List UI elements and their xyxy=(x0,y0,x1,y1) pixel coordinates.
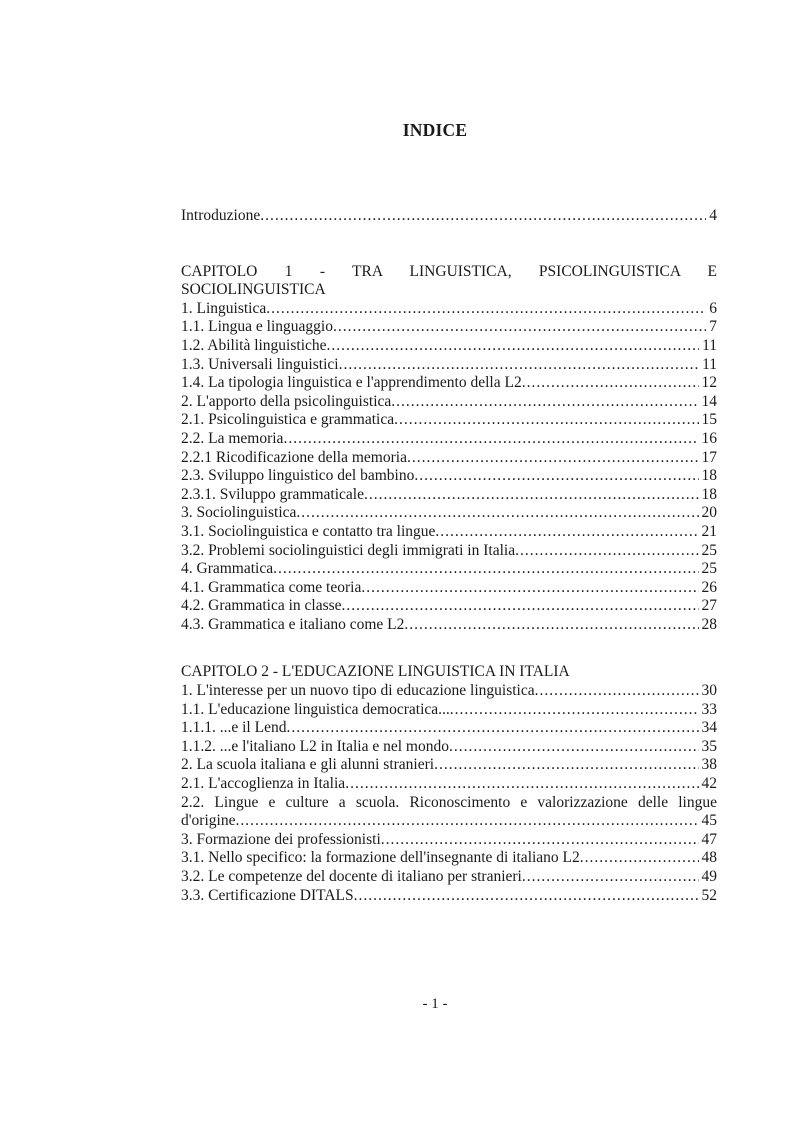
toc-entry-page: 21 xyxy=(701,522,717,540)
toc-entry-title: 1.1.2. ...e l'italiano L2 in Italia e nel mondo xyxy=(181,737,449,755)
dot-leader xyxy=(327,337,700,356)
toc-entry-page: 27 xyxy=(701,597,717,615)
toc-entry-title: 4.1. Grammatica come teoria xyxy=(181,578,362,596)
toc-entry-page: 48 xyxy=(701,849,717,867)
toc-entry-page: 18 xyxy=(701,485,717,503)
dot-leader xyxy=(283,430,698,449)
toc-entry-page: 4 xyxy=(709,207,717,224)
toc-entry-page: 16 xyxy=(701,429,717,447)
toc-entry-page: 28 xyxy=(701,615,717,633)
chapter-heading-line: SOCIOLINGUISTICA xyxy=(181,281,326,299)
toc-entry-page: 11 xyxy=(702,355,717,373)
dot-leader xyxy=(235,812,698,831)
toc-entry-title: 1. L'interesse per un nuovo tipo di educazione linguistica xyxy=(181,682,535,700)
toc-entry-page: 33 xyxy=(701,700,717,718)
toc-entry xyxy=(181,374,717,393)
toc-entry-page: 30 xyxy=(701,682,717,700)
toc-entry xyxy=(181,467,717,486)
toc-entry-title: 2. La scuola italiana e gli alunni stranieri xyxy=(181,756,435,774)
toc-entry xyxy=(181,775,717,794)
toc-entry-title: 3. Formazione dei professionisti xyxy=(181,830,381,848)
toc-section xyxy=(181,263,717,635)
toc-entry-title: d'origine xyxy=(181,812,236,830)
toc-entry-page: 17 xyxy=(701,448,717,466)
dot-leader xyxy=(354,887,699,906)
toc-entry xyxy=(181,597,717,616)
dot-leader xyxy=(296,504,698,523)
toc-entry-title: 2.1. Psicolinguistica e grammatica xyxy=(181,411,395,429)
toc-entry-title: 1.1. L'educazione linguistica democratica... xyxy=(181,700,450,718)
toc-entry xyxy=(181,337,717,356)
toc-entry xyxy=(181,356,717,375)
toc-entry xyxy=(181,393,717,412)
toc-entry xyxy=(181,523,717,542)
toc-entry-page: 49 xyxy=(701,868,717,885)
dot-leader xyxy=(342,597,699,616)
toc-entry-title: 2.2.1 Ricodificazione della memoria xyxy=(181,448,407,466)
toc-entry-page: 42 xyxy=(701,775,717,793)
toc-entry-title: 3. Sociolinguistica xyxy=(181,504,297,522)
toc-entry-page: 15 xyxy=(701,411,717,429)
toc-entry-page: 34 xyxy=(701,719,717,737)
toc-entry xyxy=(181,449,717,468)
toc-entry xyxy=(181,207,717,226)
dot-leader xyxy=(522,868,699,887)
toc-entry xyxy=(181,887,717,906)
dot-leader xyxy=(266,300,706,319)
dot-leader xyxy=(333,318,706,337)
toc-entry-title: 2.3. Sviluppo linguistico del bambino xyxy=(181,467,415,485)
toc-entry xyxy=(181,868,717,887)
dot-leader xyxy=(381,831,699,850)
chapter-heading-line: CAPITOLO 2 - L'EDUCAZIONE LINGUISTICA IN ITALIA xyxy=(181,663,570,681)
dot-leader xyxy=(515,542,698,561)
toc-entry xyxy=(181,579,717,598)
dot-leader xyxy=(339,356,699,375)
dot-leader xyxy=(407,449,699,468)
dot-leader xyxy=(364,486,699,505)
dot-leader xyxy=(361,579,698,598)
dot-leader xyxy=(273,560,698,579)
toc-entry xyxy=(181,849,717,868)
toc-content xyxy=(181,207,717,905)
dot-leader xyxy=(449,738,699,757)
dot-leader xyxy=(522,374,699,393)
toc-entry-page: 47 xyxy=(701,830,717,848)
toc-entry-title: 3.1. Nello specifico: la formazione dell'insegnante di italiano L2 xyxy=(181,849,580,867)
toc-entry-title: 1.4. La tipologia linguistica e l'apprendimento della L2 xyxy=(181,374,522,392)
toc-entry xyxy=(181,831,717,850)
dot-leader xyxy=(260,207,706,226)
toc-entry xyxy=(181,738,717,757)
toc-entry-title: 1. Linguistica xyxy=(181,299,267,317)
dot-leader xyxy=(394,411,698,430)
toc-entry xyxy=(181,318,717,337)
toc-entry-title: 2. L'apporto della psicolinguistica xyxy=(181,392,392,410)
toc-entry xyxy=(181,300,717,319)
toc-entry-page: 52 xyxy=(701,886,717,904)
toc-entry-title: 1.2. Abilità linguistiche xyxy=(181,336,327,354)
toc-entry-title: 3.1. Sociolinguistica e contatto tra lingue xyxy=(181,522,436,540)
dot-leader xyxy=(580,849,699,868)
toc-entry-page: 14 xyxy=(701,392,717,410)
toc-entry-page: 7 xyxy=(709,318,717,336)
toc-entry-title: 3.2. Problemi sociolinguistici degli immigrati in Italia xyxy=(181,541,516,559)
toc-entry-page: 12 xyxy=(701,374,717,392)
toc-entry xyxy=(181,682,717,701)
dot-leader xyxy=(345,775,698,794)
toc-entry-page: 25 xyxy=(701,541,717,559)
toc-entry-title: 2.2. La memoria xyxy=(181,429,284,447)
toc-entry-page: 45 xyxy=(701,812,717,830)
toc-entry-title: 4. Grammatica xyxy=(181,560,274,578)
toc-entry-page: 20 xyxy=(701,504,717,522)
toc-entry-page: 26 xyxy=(701,578,717,596)
toc-entry-title: Introduzione xyxy=(181,207,261,224)
dot-leader xyxy=(435,523,698,542)
toc-entry-title: 1.1.1. ...e il Lend xyxy=(181,719,287,737)
toc-entry-title: 2.3.1. Sviluppo grammaticale xyxy=(181,485,364,503)
toc-entry-page: 35 xyxy=(701,737,717,755)
chapter-heading-line: CAPITOLO 1 - TRA LINGUISTICA, PSICOLINGUISTICA E xyxy=(181,262,717,280)
toc-entry xyxy=(181,560,717,579)
toc-entry-title: 1.1. Lingua e linguaggio xyxy=(181,318,333,336)
toc-entry-title: 4.3. Grammatica e italiano come L2 xyxy=(181,615,405,633)
toc-sections xyxy=(181,263,717,906)
dot-leader xyxy=(434,756,698,775)
toc-entry xyxy=(181,701,717,720)
dot-leader xyxy=(414,467,698,486)
toc-entry xyxy=(181,616,717,635)
toc-entry xyxy=(181,504,717,523)
toc-entry-page: 25 xyxy=(701,560,717,578)
toc-entry xyxy=(181,542,717,561)
toc-entry-title-wrap: 2.2. Lingue e culture a scuola. Riconoscimento e valorizzazione delle lingue xyxy=(181,793,717,811)
toc-entry xyxy=(181,430,717,449)
toc-section xyxy=(181,663,717,905)
page-title: INDICE xyxy=(402,120,468,140)
dot-leader xyxy=(286,719,698,738)
dot-leader xyxy=(535,682,699,701)
dot-leader xyxy=(391,393,698,412)
toc-entry xyxy=(181,411,717,430)
toc-entry xyxy=(181,812,717,831)
dot-leader xyxy=(450,701,699,720)
toc-entry-title: 4.2. Grammatica in classe xyxy=(181,597,342,615)
toc-entry-title: 2.1. L'accoglienza in Italia xyxy=(181,775,346,793)
toc-entry-page: 11 xyxy=(702,336,717,354)
toc-entry xyxy=(181,486,717,505)
toc-entry-title: 3.2. Le competenze del docente di italiano per stranieri xyxy=(181,868,522,885)
dot-leader xyxy=(404,616,698,635)
toc-entry-title: 3.3. Certificazione DITALS xyxy=(181,886,354,904)
toc-entry-title: 1.3. Universali linguistici xyxy=(181,355,339,373)
toc-entry xyxy=(181,719,717,738)
toc-entry-page: 18 xyxy=(701,467,717,485)
toc-entry-page: 38 xyxy=(701,756,717,774)
toc-entry xyxy=(181,756,717,775)
toc-entry-page: 6 xyxy=(709,299,717,317)
page-number-footer: - 1 - xyxy=(422,996,448,1012)
